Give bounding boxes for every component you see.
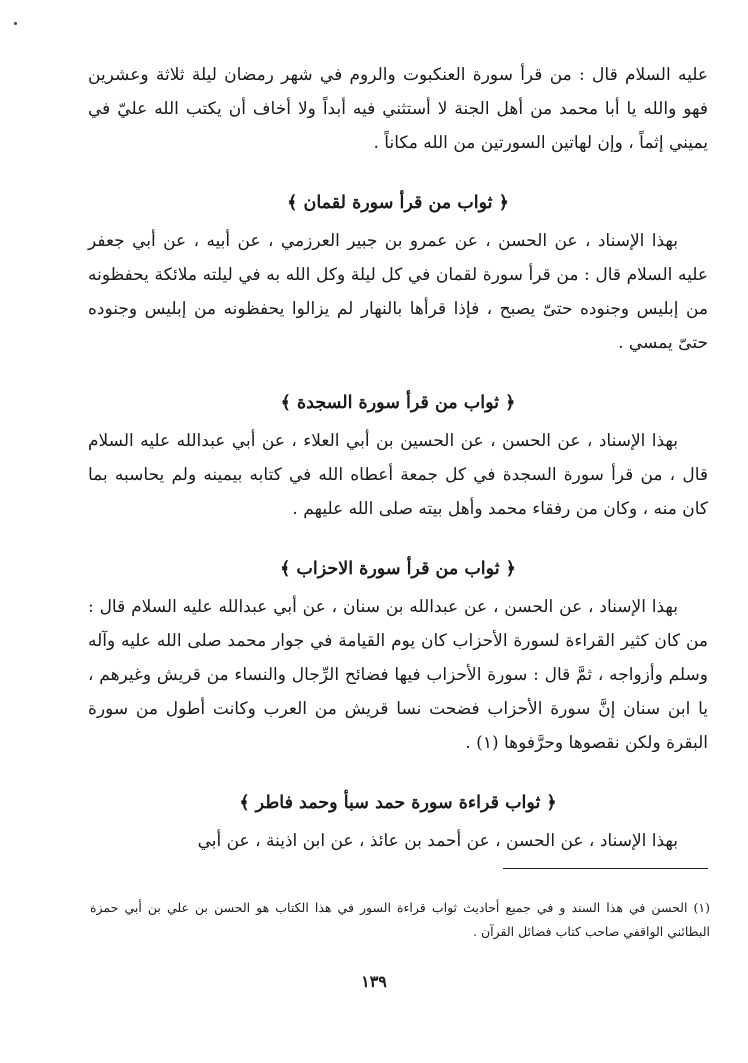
footnote: (١) الحسن في هذا السند و في جميع أحاديث ثواب قراءة السور في هذا الكتاب هو الحسن بن علي بن أبي حمزة البطائني الواقفي صاحب كتاب فضائل القرآن . [90, 900, 710, 939]
section-heading-sajda: ﴿ ثواب من قرأ سورة السجدة ﴾ [280, 393, 516, 413]
section-heading-saba-fatir: ﴿ ثواب قراءة سورة حمد سبأ وحمد فاطر ﴾ [239, 793, 557, 813]
section-paragraph-sajda: بهذا الإسناد ، عن الحسن ، عن الحسين بن أبي العلاء ، عن أبي عبدالله عليه السلام قال ، من قرأ سورة السجدة في كل جمعة أعطاه الله في كتابه بيمينه ولم يحاسبه بما كان منه ، وكان من رفقاء محمد وأهل بيته صلى الله عليهم . [88, 431, 708, 519]
section-heading-ahzab: ﴿ ثواب من قرأ سورة الاحزاب ﴾ [280, 559, 516, 579]
page-number: ١٣٩ [361, 972, 387, 991]
section-heading-luqman: ﴿ ثواب من قرأ سورة لقمان ﴾ [287, 193, 509, 213]
section-paragraph-saba-fatir: بهذا الإسناد ، عن الحسن ، عن أحمد بن عائذ ، عن ابن اذينة ، عن أبي [197, 831, 678, 851]
intro-paragraph: عليه السلام قال : من قرأ سورة العنكبوت والروم في شهر رمضان ليلة ثلاثة وعشرين فهو والله يا أبا محمد من أهل الجنة لا أستثني فيه أبداً ولا أخاف أن يكتب الله عليّ في يميني إثماً ، وإن لهاتين السورتين من الله مكاناً . [88, 65, 708, 153]
footnote-divider [503, 868, 708, 869]
section-paragraph-ahzab: بهذا الإسناد ، عن الحسن ، عن عبدالله بن سنان ، عن أبي عبدالله عليه السلام قال : من كان كثير القراءة لسورة الأحزاب كان يوم القيامة في جوار محمد صلى الله عليه وآله وسلم وأزواجه ، ثمَّ قال : سورة الأحزاب فيها فضائح الرِّجال والنساء من قريش وغيرهم ، يا ابن سنان إنَّ سورة الأحزاب فضحت نسا قريش من العرب وكانت أطول من سورة البقرة ولكن نقصوها وحرَّفوها (١) . [88, 597, 708, 753]
page-body [88, 58, 708, 858]
section-paragraph-luqman: بهذا الإسناد ، عن الحسن ، عن عمرو بن جبير العرزمي ، عن أبيه ، عن أبي جعفر عليه السلام قال : من قرأ سورة لقمان في كل ليلة وكل الله به في ليلته ملائكة يحفظونه من إبليس وجنوده حتىّ يصبح ، فإذا قرأها بالنهار لم يزالوا يحفظونه من إبليس وجنوده حتىّ يمسي . [88, 231, 708, 353]
scan-speck [14, 22, 17, 25]
